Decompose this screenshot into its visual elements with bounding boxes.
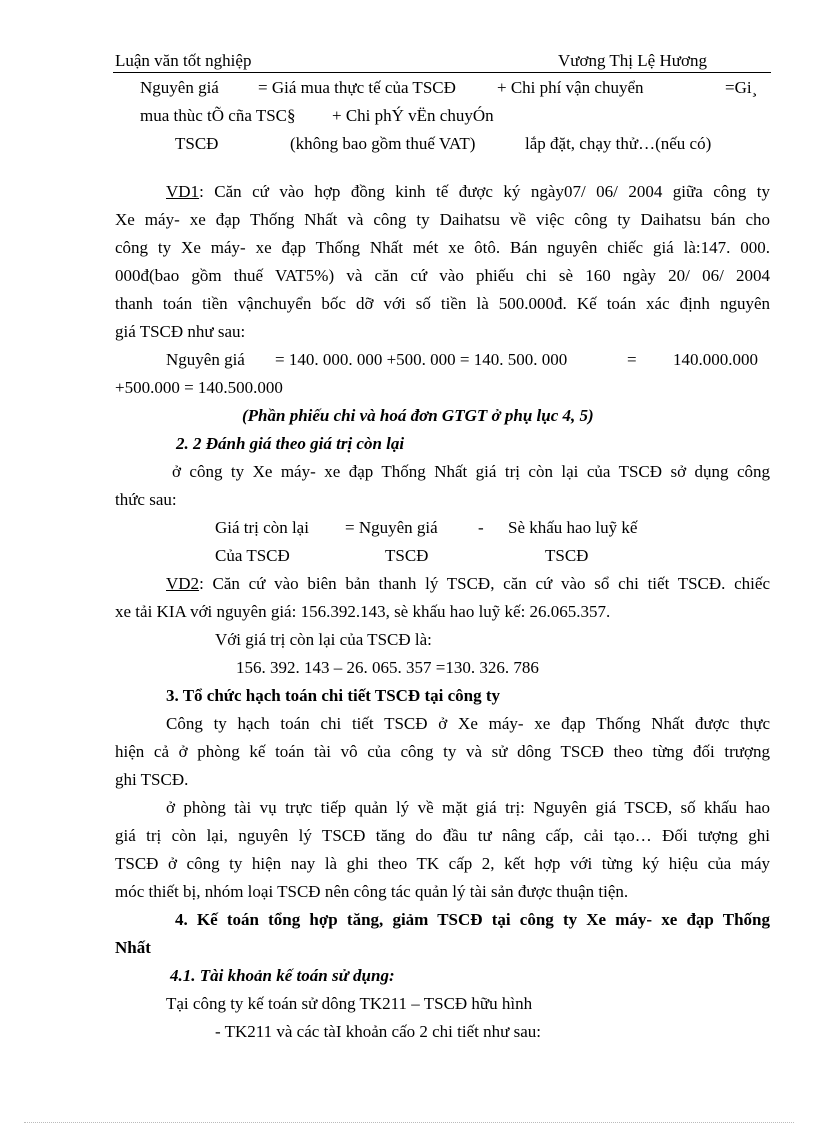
formula2-nguyen-gia: = Nguyên giá bbox=[345, 518, 438, 537]
vd1-label: VD1 bbox=[166, 182, 200, 201]
formula2-tscd-1: TSCĐ bbox=[385, 546, 429, 565]
section-4-1-heading: 4.1. Tài khoản kế toán sử dụng: bbox=[170, 966, 395, 985]
vd2-label: VD2 bbox=[166, 574, 200, 593]
section-2-2-heading: 2. 2 Đánh giá theo giá trị còn lại bbox=[176, 434, 405, 453]
formula1-tscd: TSCĐ bbox=[175, 134, 219, 153]
formula1-garbled-1: =Gi¸ bbox=[725, 78, 758, 97]
vd1-line-1: VD1: Căn cứ vào hợp đồng kinh tế được ký ngày07/ 06/ 2004 giữa công ty bbox=[166, 182, 770, 201]
vd1-calc-eq: = bbox=[627, 350, 637, 369]
header-rule bbox=[113, 72, 771, 73]
vd1-calc-label: Nguyên giá bbox=[166, 350, 245, 369]
vd1-calc-expr: = 140. 000. 000 +500. 000 = 140. 500. 000 bbox=[275, 350, 568, 369]
section-4-line-1: Tại công ty kế toán sử dông TK211 – TSCĐ hữu hình bbox=[166, 994, 533, 1013]
header-left: Luận văn tốt nghiệp bbox=[115, 51, 252, 70]
vd1-calc-line-2: +500.000 = 140.500.000 bbox=[115, 378, 283, 397]
formula1-garbled-2: mua thùc tÕ cña TSC§ bbox=[140, 106, 296, 125]
vd2-line-3: Với giá trị còn lại của TSCĐ là: bbox=[215, 630, 432, 649]
section-3-p2-line-2: giá trị còn lại, nguyên lý TSCĐ tăng do đầu tư nâng cấp, cải tạo… Đối tượng ghi bbox=[115, 826, 770, 845]
formula2-minus: - bbox=[478, 518, 484, 537]
section-4-heading-line-2: Nhất bbox=[115, 938, 151, 957]
vd1-line-3: công ty Xe máy- xe đạp Thống Nhất mét xe ôtô. Bán nguyên chiếc giá là:147. 000. bbox=[115, 238, 770, 257]
section-3-heading: 3. Tổ chức hạch toán chi tiết TSCĐ tại công ty bbox=[166, 686, 500, 705]
section-3-p1-line-3: ghi TSCĐ. bbox=[115, 770, 189, 789]
section-3-p1-line-2: hiện cả ở phòng kế toán tài vô của công ty và sử dông TSCĐ theo từng đối trượng bbox=[115, 742, 770, 761]
section-3-p2-line-4: móc thiết bị, nhóm loại TSCĐ nên công tác quản lý tài sản được thuận tiện. bbox=[115, 882, 629, 901]
vd1-note: (Phần phiếu chi và hoá đơn GTGT ở phụ lục 4, 5) bbox=[242, 406, 594, 425]
vd2-line-2: xe tải KIA với nguyên giá: 156.392.143, sè khấu hao luỹ kế: 26.065.357. bbox=[115, 602, 611, 621]
section-2-2-line-2: thức sau: bbox=[115, 490, 177, 509]
formula1-garbled-3: + Chi phÝ vËn chuyÓn bbox=[332, 106, 494, 125]
vd2-result: 156. 392. 143 – 26. 065. 357 =130. 326. 786 bbox=[236, 658, 539, 677]
formula1-lap-dat: lắp đặt, chạy thử…(nếu có) bbox=[525, 134, 712, 153]
vd1-line-5: thanh toán tiền vậnchuyển bốc dỡ với số tiền là 500.000đ. Kế toán xác định nguyên bbox=[115, 294, 770, 313]
vd1-line-2: Xe máy- xe đạp Thống Nhất và công ty Daihatsu về việc công ty Daihatsu bán cho bbox=[115, 210, 770, 229]
section-4-line-2: - TK211 và các tàI khoản cấo 2 chi tiết như sau: bbox=[215, 1022, 541, 1041]
vd1-calc-value: 140.000.000 bbox=[673, 350, 758, 369]
section-4-heading-line-1: 4. Kế toán tổng hợp tăng, giảm TSCĐ tại công ty Xe máy- xe đạp Thống bbox=[175, 910, 770, 929]
formula2-khau-hao: Sè khấu hao luỹ kế bbox=[508, 518, 638, 537]
formula1-vat-note: (không bao gồm thuế VAT) bbox=[290, 134, 476, 153]
formula1-chi-phi: + Chi phí vận chuyển bbox=[497, 78, 644, 97]
formula2-gia-tri-con-lai: Giá trị còn lại bbox=[215, 518, 309, 537]
section-3-p2-line-3: TSCĐ ở công ty hiện nay là ghi theo TK cấp 2, kết hợp với từng ký hiệu của máy bbox=[115, 854, 770, 873]
section-2-2-line-1: ở công ty Xe máy- xe đạp Thống Nhất giá trị còn lại của TSCĐ sở dụng công bbox=[172, 462, 770, 481]
formula1-nguyen-gia: Nguyên giá bbox=[140, 78, 219, 97]
vd2-line-1: VD2: Căn cứ vào biên bản thanh lý TSCĐ, căn cứ vào sổ chi tiết TSCĐ. chiếc bbox=[166, 574, 770, 593]
section-3-p1-line-1: Công ty hạch toán chi tiết TSCĐ ở Xe máy- xe đạp Thống Nhất được thực bbox=[166, 714, 770, 733]
vd1-line-6: giá TSCĐ như sau: bbox=[115, 322, 246, 341]
header-right: Vương Thị Lệ Hương bbox=[558, 51, 707, 70]
formula1-gia-mua: = Giá mua thực tế của TSCĐ bbox=[258, 78, 456, 97]
section-3-p2-line-1: ở phòng tài vụ trực tiếp quản lý về mặt giá trị: Nguyên giá TSCĐ, số khấu hao bbox=[166, 798, 770, 817]
formula2-cua-tscd: Của TSCĐ bbox=[215, 546, 290, 565]
formula2-tscd-2: TSCĐ bbox=[545, 546, 589, 565]
vd1-line-4: 000đ(bao gồm thuế VAT5%) và căn cứ vào phiếu chi sè 160 ngày 20/ 06/ 2004 bbox=[115, 266, 770, 285]
